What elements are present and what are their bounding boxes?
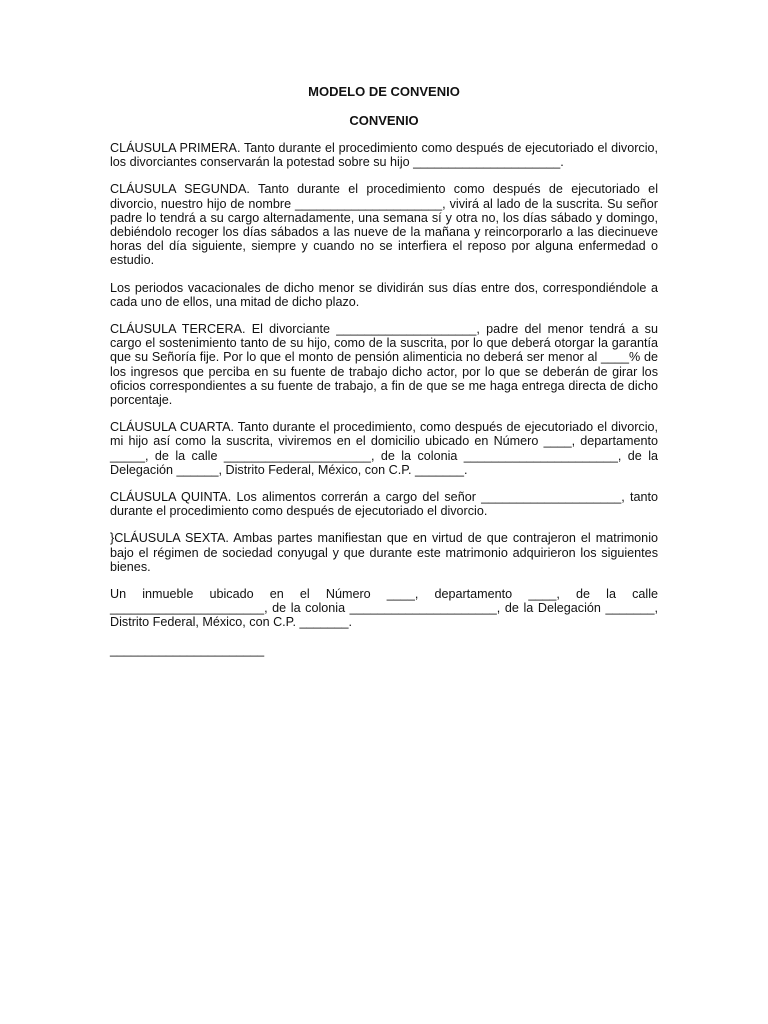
clause-primera: CLÁUSULA PRIMERA. Tanto durante el procedimiento como después de ejecutoriado el divorcio, los divorciantes conservarán la potestad sobre su hijo _____________________. [110, 141, 658, 170]
clause-cuarta: CLÁUSULA CUARTA. Tanto durante el procedimiento, como después de ejecutoriado el divorcio, mi hijo así como la suscrita, viviremos en el domicilio ubicado en Número ____, departamento _____, de la calle _____________________, de la colonia ______________________, de la Delegación ______, Distrito Federal, México, con C.P. _______. [110, 420, 658, 477]
clause-sexta: }CLÁUSULA SEXTA. Ambas partes manifiestan que en virtud de que contrajeron el matrimonio bajo el régimen de sociedad conyugal y que durante este matrimonio adquirieron los siguientes bienes. [110, 531, 658, 574]
document-title: MODELO DE CONVENIO [308, 84, 460, 99]
clause-quinta: CLÁUSULA QUINTA. Los alimentos correrán a cargo del señor ____________________, tanto durante el procedimiento como después de ejecutoriado el divorcio. [110, 490, 658, 519]
clause-segunda: CLÁUSULA SEGUNDA. Tanto durante el procedimiento como después de ejecutoriado el divorcio, nuestro hijo de nombre _____________________, vivirá al lado de la suscrita. Su señor padre lo tendrá a su cargo alternadamente, una semana sí y otra no, los días sábado y domingo, debiéndolo recoger los días sábados a las nueve de la mañana y reincorporarlo a las diecinueve horas del día siguiente, siempre y cuando no se interfiera el reposo por alguna enfermedad o estudio. [110, 182, 658, 268]
property-paragraph: Un inmueble ubicado en el Número ____, departamento ____, de la calle ______________________, de la colonia _____________________, de la Delegación _______, Distrito Federal, México, con C.P. _______. [110, 587, 658, 630]
vacation-paragraph: Los periodos vacacionales de dicho menor se dividirán sus días entre dos, correspondiéndole a cada uno de ellos, una mitad de dicho plazo. [110, 280, 658, 309]
signature-line: ______________________ [110, 642, 265, 657]
clause-tercera: CLÁUSULA TERCERA. El divorciante ____________________, padre del menor tendrá a su cargo el sostenimiento tanto de su hijo, como de la suscrita, por lo que deberá otorgar la garantía que su Señoría fije. Por lo que el monto de pensión alimenticia no deberá ser menor al ____% de los ingresos que perciba en su fuente de trabajo dicho actor, por lo que se deberán de girar los oficios correspondientes a su fuente de trabajo, a fin de que se me haga entrega directa de dicho porcentaje. [110, 322, 658, 408]
document-subtitle: CONVENIO [349, 113, 419, 128]
